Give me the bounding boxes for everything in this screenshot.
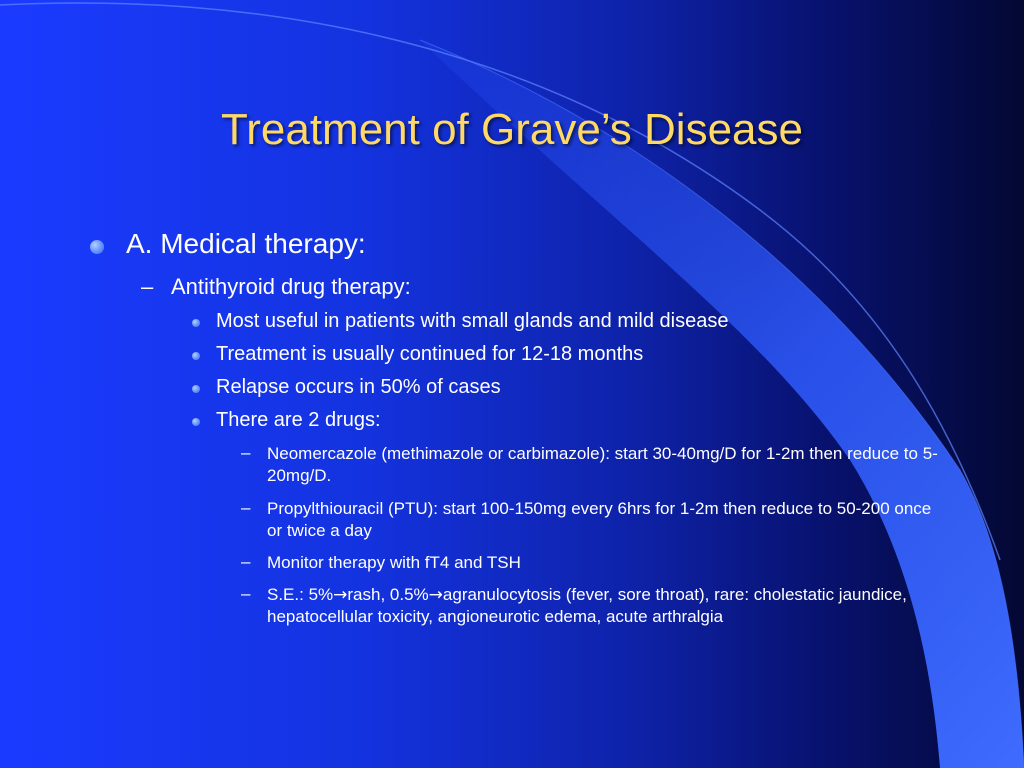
bullet-icon (192, 319, 200, 327)
level1-item: A. Medical therapy: (126, 228, 366, 259)
bullet-icon (90, 240, 104, 254)
dash-icon: – (241, 498, 251, 517)
dash-icon: – (241, 584, 251, 603)
slide-title: Treatment of Grave’s Disease (220, 105, 803, 154)
bullet-item: Relapse occurs in 50% of cases (216, 376, 501, 398)
bullet-icon (192, 418, 200, 426)
arrow-icon: → (428, 585, 443, 605)
arrow-icon: → (333, 585, 348, 605)
side-effects-prefix: S.E.: 5% (267, 585, 334, 604)
side-effects-rest: agranulocytosis (fever, sore throat), rare: cholestatic jaundice, hepatocellular toxicity, angioneurotic edema, acute arthralgia (267, 585, 907, 626)
sub-item: Monitor therapy with fT4 and TSH (267, 553, 521, 572)
dash-icon: – (241, 552, 251, 571)
bullet-item: Treatment is usually continued for 12-18 months (216, 343, 644, 365)
bullet-item: There are 2 drugs: (216, 409, 381, 431)
dash-icon: – (141, 274, 154, 299)
bullet-icon (192, 385, 200, 393)
level2-item: Antithyroid drug therapy: (171, 274, 411, 299)
side-effects-mid: rash, 0.5% (347, 585, 429, 604)
bullet-icon (192, 352, 200, 360)
bullet-item: Most useful in patients with small glands and mild disease (216, 310, 729, 332)
dash-icon: – (241, 443, 251, 462)
sub-item: Propylthiouracil (PTU): start 100-150mg every 6hrs for 1-2m then reduce to 50-200 once or twice a day (267, 499, 932, 540)
sub-item: Neomercazole (methimazole or carbimazole): start 30-40mg/D for 1-2m then reduce to 5-20mg/D. (267, 444, 938, 485)
side-effects-item (267, 584, 947, 628)
